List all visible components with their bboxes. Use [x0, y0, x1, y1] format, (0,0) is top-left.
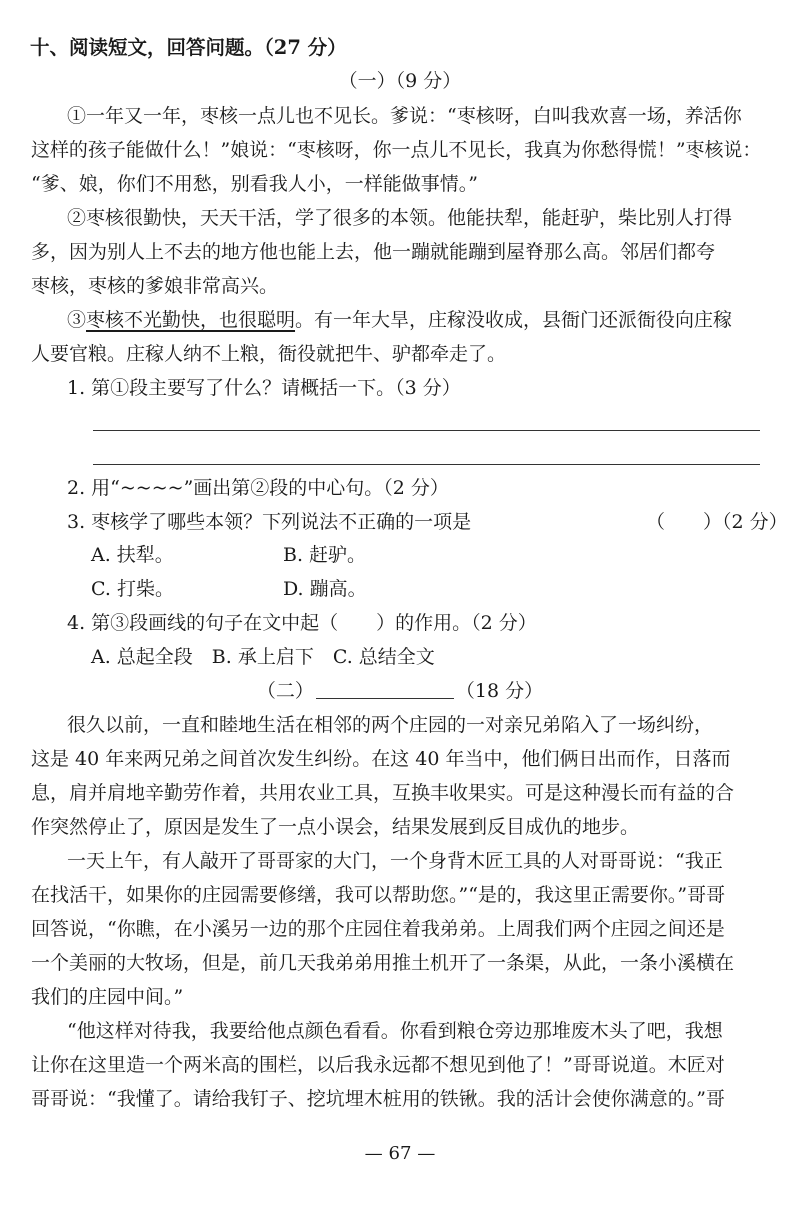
part2-line-8: 一个美丽的大牧场，但是，前几天我弟弟用推土机开了一条渠，从此，一条小溪横在: [31, 952, 735, 974]
part2-line-7: 回答说，“你瞧，在小溪另一边的那个庄园住着我弟弟。上周我们两个庄园之间还是: [31, 918, 725, 940]
part2-line-2: 这是 40 年来两兄弟之间首次发生纠纷。在这 40 年当中，他们俩日出而作，日落而: [31, 748, 731, 770]
part2-line-12: 哥哥说：“我懂了。请给我钉子、挖坑埋木桩用的铁锹。我的活计会使你满意的。”哥: [31, 1088, 725, 1110]
part2-line-3: 息，肩并肩地辛勤劳作着，共用农业工具，互换丰收果实。可是这种漫长而有益的合: [31, 782, 735, 804]
q3-option-d: D. 蹦高。: [283, 578, 367, 600]
answer-line-2[interactable]: [93, 464, 760, 465]
p3-underlined-sentence: 枣核不光勤快，也很聪明: [86, 309, 296, 331]
question-3-answer-blank[interactable]: （ ）（2 分）: [646, 511, 788, 533]
title-blank[interactable]: [316, 680, 454, 699]
p2-line-3: 枣核，枣核的爹娘非常高兴。: [31, 275, 279, 297]
p2-line-1: ②枣核很勤快，天天干活，学了很多的本领。他能扶犁，能赶驴，柴比别人打得: [67, 207, 733, 229]
page-number: — 67 —: [364, 1143, 436, 1164]
p1-line-1: ①一年又一年，枣核一点儿也不见长。爹说：“枣核呀，白叫我欢喜一场，养活你: [67, 105, 742, 127]
part2-line-6: 在找活干，如果你的庄园需要修缮，我可以帮助您。”“是的，我这里正需要你。”哥哥: [31, 884, 726, 906]
question-2-post: ”画出第②段的中心句。（2 分）: [183, 477, 449, 499]
p2-line-2: 多，因为别人上不去的地方他也能上去，他一蹦就能蹦到屋脊那么高。邻居们都夸: [31, 241, 716, 263]
question-4: 4. 第③段画线的句子在文中起（ ）的作用。（2 分）: [67, 612, 537, 634]
part1-title: （一）（9 分）: [338, 70, 462, 92]
p3-line-2: 人要官粮。庄稼人纳不上粮，衙役就把牛、驴都牵走了。: [31, 343, 507, 365]
q3-option-c: C. 打柴。: [91, 578, 174, 600]
part2-title-pre: （二）: [256, 680, 314, 702]
p1-line-2: 这样的孩子能做什么！”娘说：“枣核呀，你一点儿不见长，我真为你愁得慌！”枣核说：: [31, 139, 762, 161]
wavy-line-symbol: ~~~~: [119, 477, 184, 499]
part2-title: [0, 679, 800, 703]
part2-title-post: （18 分）: [455, 680, 544, 702]
q3-option-b: B. 赶驴。: [283, 544, 367, 566]
part2-line-4: 作突然停止了，原因是发生了一点小误会，结果发展到反目成仇的地步。: [31, 816, 640, 838]
question-2-pre: 2. 用“: [67, 477, 120, 499]
section-heading: 十、阅读短文，回答问题。（27 分）: [30, 36, 347, 59]
part2-line-11: 让你在这里造一个两米高的围栏，以后我永远都不想见到他了！”哥哥说道。木匠对: [31, 1054, 725, 1076]
p1-line-3: “爹、娘，你们不用愁，别看我人小，一样能做事情。”: [31, 173, 478, 195]
part2-line-1: 很久以前，一直和睦地生活在相邻的两个庄园的一对亲兄弟陷入了一场纠纷，: [67, 714, 714, 736]
q4-options: A. 总起全段 B. 承上启下 C. 总结全文: [91, 646, 435, 668]
question-1: 1. 第①段主要写了什么？请概括一下。（3 分）: [67, 377, 461, 399]
part2-line-9: 我们的庄园中间。”: [31, 986, 184, 1008]
part2-line-5: 一天上午，有人敲开了哥哥家的大门，一个身背木匠工具的人对哥哥说：“我正: [67, 850, 723, 872]
question-3: 3. 枣核学了哪些本领？下列说法不正确的一项是: [67, 511, 472, 533]
q3-option-a: A. 扶犁。: [91, 544, 174, 566]
p3-line-1: [67, 308, 732, 332]
question-2: [67, 476, 449, 500]
p3-number: ③: [67, 309, 87, 331]
answer-line-1[interactable]: [93, 430, 760, 431]
p3-rest: 。有一年大旱，庄稼没收成，县衙门还派衙役向庄稼: [295, 309, 733, 331]
part2-line-10: “他这样对待我，我要给他点颜色看看。你看到粮仓旁边那堆废木头了吧，我想: [67, 1020, 723, 1042]
